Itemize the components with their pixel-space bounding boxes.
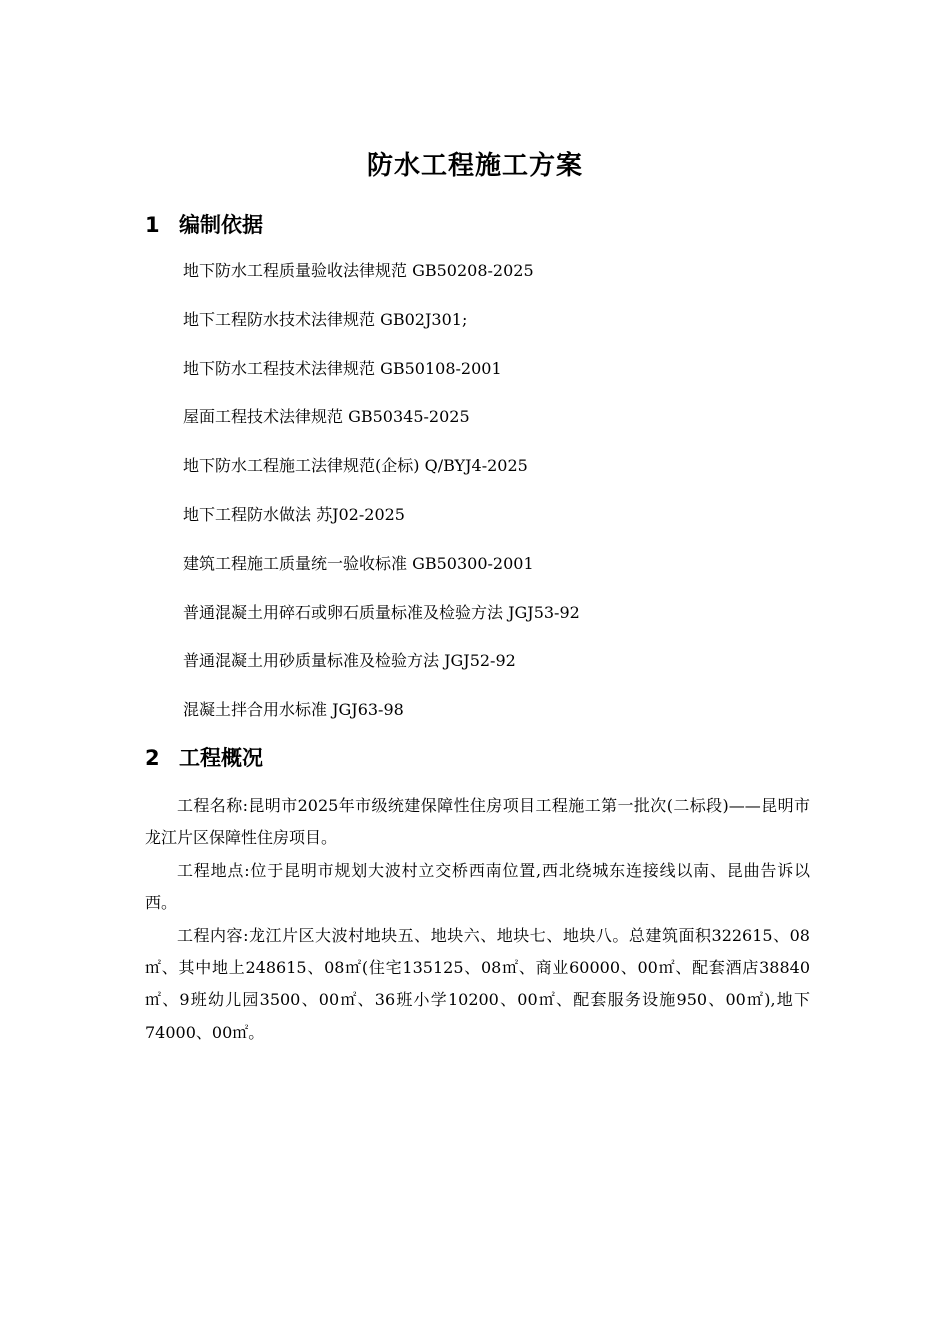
- list-item: 普通混凝土用碎石或卵石质量标准及检验方法 JGJ53-92: [183, 602, 580, 622]
- section-title: 工程概况: [179, 746, 263, 770]
- list-item: 屋面工程技术法律规范 GB50345-2025: [183, 407, 470, 427]
- section-heading-basis: [145, 210, 263, 240]
- document-title: 防水工程施工方案: [366, 151, 583, 181]
- reference-standards-list: [183, 258, 823, 746]
- project-location-paragraph: 工程地点:位于昆明市规划大波村立交桥西南位置,西北绕城东连接线以南、昆曲告诉以西。: [145, 860, 810, 913]
- list-item: 地下工程防水做法 苏J02-2025: [183, 504, 405, 524]
- list-item: 普通混凝土用砂质量标准及检验方法 JGJ52-92: [183, 651, 516, 671]
- list-item: 混凝土拌合用水标准 JGJ63-98: [183, 700, 404, 720]
- section-heading-overview: [145, 743, 263, 773]
- project-content-paragraph: 工程内容:龙江片区大波村地块五、地块六、地块七、地块八。总建筑面积322615、08㎡、其中地上248615、08㎡(住宅135125、08㎡、商业60000、00㎡、配套酒店38840㎡、9班幼儿园3500、00㎡、36班小学10200、00㎡、配套服务设施950、00㎡),地下74000、00㎡。: [145, 925, 810, 1042]
- list-item: 地下防水工程技术法律规范 GB50108-2001: [183, 358, 502, 378]
- list-item: 建筑工程施工质量统一验收标准 GB50300-2001: [183, 553, 534, 573]
- section-title: 编制依据: [179, 213, 263, 237]
- list-item: 地下工程防水技术法律规范 GB02J301;: [183, 309, 468, 329]
- section-number: 1: [145, 213, 160, 237]
- section-number: 2: [145, 746, 160, 770]
- list-item: 地下防水工程质量验收法律规范 GB50208-2025: [183, 261, 534, 280]
- list-item: 地下防水工程施工法律规范(企标) Q/BYJ4-2025: [183, 456, 528, 476]
- project-overview: [145, 790, 810, 1049]
- project-name-paragraph: 工程名称:昆明市2025年市级统建保障性住房项目工程施工第一批次(二标段)——昆明市龙江片区保障性住房项目。: [145, 796, 810, 848]
